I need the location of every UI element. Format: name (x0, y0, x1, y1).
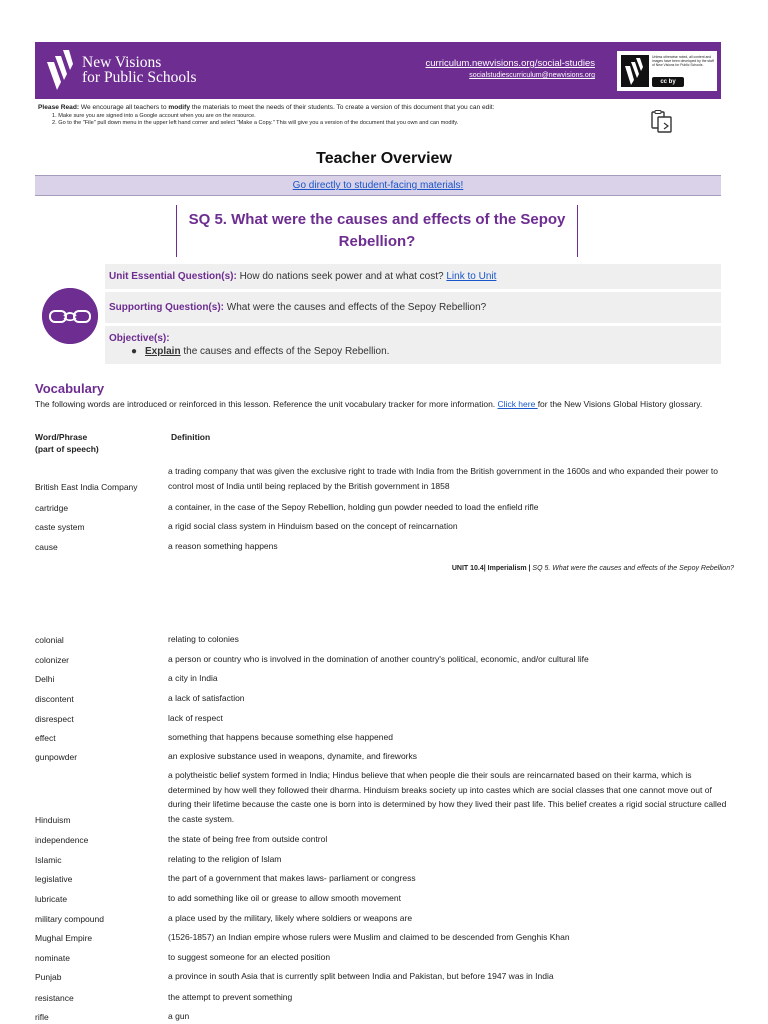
vocab-word: lubricate (35, 893, 68, 904)
vocab-row (35, 832, 735, 846)
vocab-definition: a reason something happens (168, 540, 278, 551)
vocab-row (35, 1009, 735, 1023)
org-name-line1: New Visions (82, 54, 162, 71)
vocab-definition: a polytheistic belief system formed in India; Hindus believe that when people die their souls are reincarnated based on their karma, which is determined by how well they followed their dharma. Hinduism breaks society up into castes which are social classes that one cannot move out of during their lifetime because the caste one is born into is determined by how they lived their past life. This belief creates a rigid social structure called the caste system. (168, 770, 727, 824)
vocab-definition: a place used by the military, likely where soldiers or weapons are (168, 912, 413, 923)
vocab-row (35, 691, 735, 705)
vocab-row (35, 969, 735, 983)
vocab-word: nominate (35, 952, 70, 963)
column-header-word (35, 432, 99, 455)
vocab-row (35, 911, 735, 925)
supporting-question-text: What were the causes and effects of the Sepoy Rebellion? (224, 302, 487, 313)
vocab-definition: a trading company that was given the exclusive right to trade with India from the British government in the 1600s and who expanded their power to control most of India until being replaced by the British government in 1858 (168, 466, 718, 491)
student-materials-link[interactable]: Go directly to student-facing materials! (292, 180, 464, 191)
vocab-row (35, 990, 735, 1004)
column-header-word-sub: (part of speech) (35, 443, 99, 454)
creative-commons-badge-icon[interactable]: cc by (652, 77, 684, 87)
column-header-word-label: Word/Phrase (35, 432, 88, 442)
vocab-word: cause (35, 541, 58, 552)
page-title: Teacher Overview (316, 150, 452, 167)
supporting-question-row (105, 292, 721, 323)
vocab-row (35, 500, 735, 514)
vocab-word: Delhi (35, 673, 55, 684)
vocabulary-intro (35, 399, 735, 411)
vocab-word: discontent (35, 693, 74, 704)
vocab-word: British East India Company (35, 481, 138, 492)
vocab-word: gunpowder (35, 751, 78, 762)
unit-question-text: How do nations seek power and at what cost? (236, 271, 447, 282)
vocab-definition: an explosive substance used in weapons, dynamite, and fireworks (168, 750, 418, 761)
vocab-word: legislative (35, 873, 73, 884)
new-visions-logo-icon (45, 48, 75, 92)
bullet-icon: ● (131, 346, 138, 357)
vocab-definition: (1526-1857) an Indian empire whose rulers were Muslim and claimed to be descended from Genghis Khan (168, 931, 570, 942)
banner-links (426, 57, 595, 81)
vocab-row (35, 871, 735, 885)
vocab-definition: a lack of satisfaction (168, 692, 245, 703)
vocab-definition: the state of being free from outside control (168, 833, 328, 844)
please-read-note (38, 104, 638, 127)
license-text: Unless otherwise noted, all content and images have been developed by the staff of New Visions for Public Schools. (652, 55, 714, 68)
vocab-definition: lack of respect (168, 712, 223, 723)
vocab-row (35, 711, 735, 725)
vocab-definition: a person or country who is involved in the domination of another country's political, economic, and/or cultural life (168, 653, 589, 664)
vocab-row (35, 930, 735, 944)
vocab-definition: relating to colonies (168, 633, 239, 644)
vocab-row (35, 632, 735, 646)
vocabulary-intro-text-2: for the New Visions Global History glossary. (537, 399, 703, 409)
vocab-word: Punjab (35, 971, 62, 982)
objective-verb: Explain (145, 346, 181, 357)
objective-item (109, 345, 721, 358)
vocab-word: rifle (35, 1011, 49, 1022)
vocab-word: independence (35, 834, 89, 845)
vocab-definition: a rigid social class system in Hinduism based on the concept of reincarnation (168, 520, 458, 531)
vocab-row (35, 463, 735, 493)
vocab-word: Hinduism (35, 814, 71, 825)
new-visions-logo-small-icon (621, 55, 649, 87)
vocab-definition: a province in south Asia that is currently split between India and Pakistan, but before 1947 was in India (168, 970, 554, 981)
please-read-step-1: 1. Make sure you are signed into a Google account when you are on the resource. (52, 112, 256, 119)
vocab-row (35, 749, 735, 763)
vocab-definition: to add something like oil or grease to allow smooth movement (168, 892, 401, 903)
vocab-row (35, 652, 735, 666)
vocab-row (35, 671, 735, 685)
vocab-row (35, 730, 735, 744)
vocab-definition: something that happens because something else happened (168, 731, 393, 742)
supporting-question-label: Supporting Question(s): (109, 302, 224, 313)
please-read-step-2: 2. Go to the "File" pull down menu in the upper left hand corner and select "Make a Copy." This will give you a version of the document that you own and can modify. (52, 119, 459, 126)
please-read-text-1: We encourage all teachers to (79, 104, 169, 111)
email-link[interactable]: socialstudiescurriculum@newvisions.org (469, 72, 595, 79)
vocabulary-heading: Vocabulary (35, 381, 105, 396)
vocab-word: effect (35, 732, 56, 743)
unit-essential-question (105, 264, 721, 289)
vocab-word: colonial (35, 634, 64, 645)
please-read-emphasis: modify (168, 104, 190, 111)
vocab-row (35, 852, 735, 866)
please-read-label: Please Read: (38, 104, 80, 111)
objective-label: Objective(s): (109, 333, 170, 344)
vocab-word: disrespect (35, 713, 74, 724)
vocab-row (35, 891, 735, 905)
glossary-link[interactable]: Click here (497, 399, 538, 409)
column-header-definition: Definition (171, 432, 211, 442)
vocab-definition: relating to the religion of Islam (168, 853, 282, 864)
vocab-definition: a city in India (168, 672, 218, 683)
unit-question-label: Unit Essential Question(s): (109, 271, 237, 282)
please-read-text-2: the materials to meet the needs of their students. To create a version of this document that you can edit: (190, 104, 495, 111)
vocab-word: colonizer (35, 654, 70, 665)
vocab-word: Mughal Empire (35, 932, 93, 943)
vocab-definition: a gun (168, 1010, 190, 1021)
vocab-definition: the attempt to prevent something (168, 991, 293, 1002)
vocab-word: Islamic (35, 854, 62, 865)
vocab-row (35, 519, 735, 533)
vocab-row (35, 950, 735, 964)
supporting-question-title: SQ 5. What were the causes and effects of the Sepoy Rebellion? (176, 205, 578, 257)
vocabulary-intro-text: The following words are introduced or reinforced in this lesson. Reference the unit vocabulary tracker for more information. (35, 399, 498, 409)
header-banner (35, 42, 721, 99)
curriculum-link[interactable]: curriculum.newvisions.org/social-studies (425, 58, 595, 69)
vocab-word: caste system (35, 521, 85, 532)
vocab-word: resistance (35, 992, 74, 1003)
org-name (82, 55, 197, 85)
vocab-row (35, 539, 735, 553)
license-box (617, 51, 717, 91)
make-a-copy-icon[interactable] (650, 110, 676, 134)
vocab-definition: a container, in the case of the Sepoy Rebellion, holding gun powder needed to load the enfield rifle (168, 501, 539, 512)
link-to-unit[interactable]: Link to Unit (446, 271, 497, 282)
objective-text: the causes and effects of the Sepoy Rebellion. (180, 346, 390, 357)
unit-handshake-icon (42, 288, 98, 344)
footer-question: SQ 5. What were the causes and effects of the Sepoy Rebellion? (530, 565, 734, 572)
footer-unit: UNIT 10.4| Imperialism | (451, 565, 531, 572)
vocab-definition: to suggest someone for an elected position (168, 951, 331, 962)
objective-row (105, 326, 721, 364)
page-footer (452, 565, 734, 572)
vocab-definition: the part of a government that makes laws- parliament or congress (168, 872, 416, 883)
vocab-word: military compound (35, 913, 104, 924)
vocab-word: cartridge (35, 502, 69, 513)
org-name-line2: for Public Schools (82, 69, 197, 86)
student-materials-bar (35, 175, 721, 196)
vocab-row (35, 767, 735, 826)
